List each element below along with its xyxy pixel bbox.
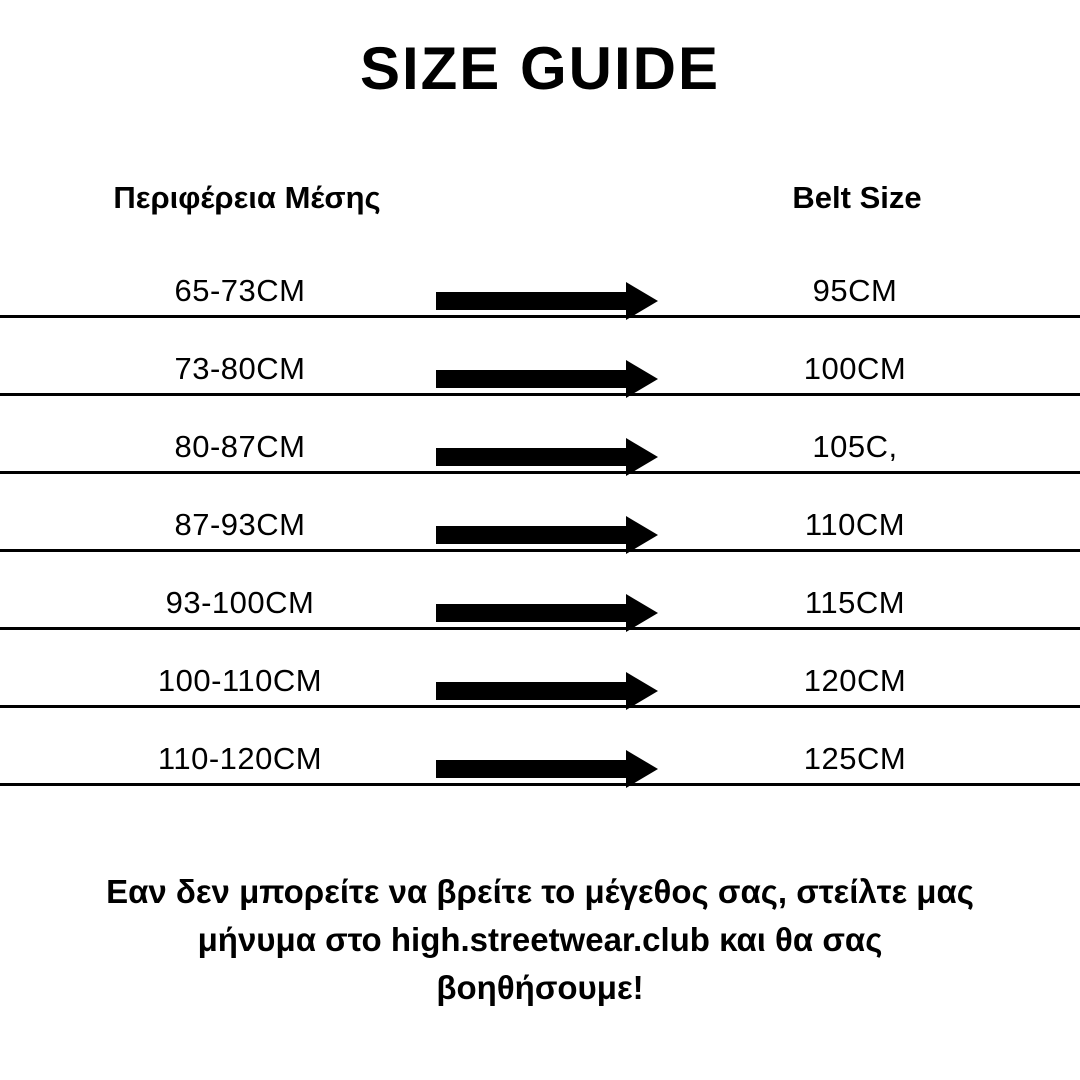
belt-size-cell: 115CM — [804, 585, 906, 620]
right-arrow-icon — [436, 750, 658, 788]
belt-size-cell: 105C, — [812, 429, 898, 464]
table-row — [0, 552, 1080, 630]
waist-range-cell: 110-120CM — [157, 741, 323, 776]
belt-size-cell: 120CM — [803, 663, 907, 698]
table-row — [0, 318, 1080, 396]
right-arrow-icon — [436, 438, 658, 476]
right-arrow-icon — [436, 672, 658, 710]
table-row — [0, 474, 1080, 552]
table-row — [0, 396, 1080, 474]
waist-range-cell: 87-93CM — [174, 507, 306, 542]
belt-size-cell: 95CM — [812, 273, 898, 308]
table-row — [0, 630, 1080, 708]
belt-column-header: Belt Size — [792, 180, 922, 215]
waist-range-cell: 80-87CM — [174, 429, 306, 464]
size-table — [0, 240, 1080, 786]
belt-size-cell: 100CM — [803, 351, 907, 386]
waist-column-header: Περιφέρεια Μέσης — [113, 180, 381, 215]
waist-range-cell: 93-100CM — [165, 585, 315, 620]
right-arrow-icon — [436, 282, 658, 320]
footer-note: Εαν δεν μπορείτε να βρείτε το μέγεθος σας, στείλτε μας μήνυμα στο high.streetwear.club και θα σας βοηθήσουμε! — [106, 873, 974, 1006]
table-row — [0, 708, 1080, 786]
right-arrow-icon — [436, 594, 658, 632]
right-arrow-icon — [436, 360, 658, 398]
page-title: SIZE GUIDE — [359, 35, 721, 102]
belt-size-cell: 125CM — [803, 741, 907, 776]
table-row — [0, 240, 1080, 318]
belt-size-cell: 110CM — [804, 507, 906, 542]
waist-range-cell: 100-110CM — [157, 663, 323, 698]
waist-range-cell: 65-73CM — [174, 273, 306, 308]
waist-range-cell: 73-80CM — [174, 351, 306, 386]
right-arrow-icon — [436, 516, 658, 554]
